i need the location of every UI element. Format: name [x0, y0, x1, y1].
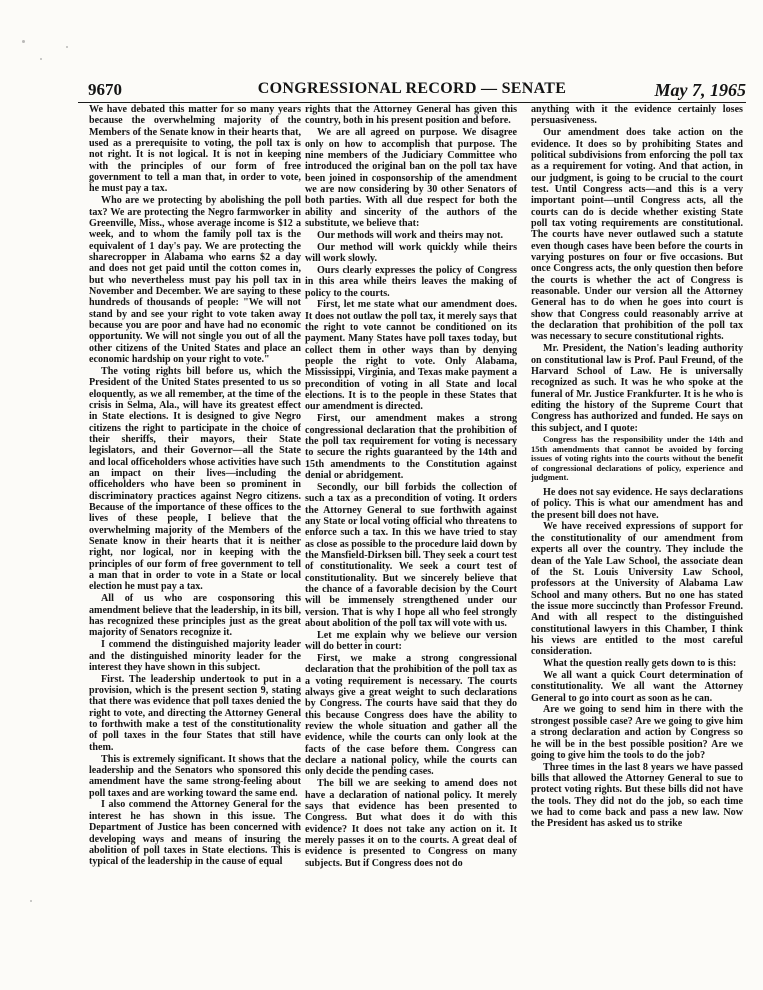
paragraph: Are we going to send him in there with the strongest possible case? Are we going to give him a strong declaration and action by Congress so he will be in the best possible position? Are we going to give him the tools to do the job? — [531, 704, 743, 761]
paragraph: He does not say evidence. He says declarations of policy. This is what our amendment has and the present bill does not have. — [531, 486, 743, 521]
text-column-2 — [305, 104, 517, 979]
publication-title: CONGRESSIONAL RECORD — SENATE — [257, 80, 567, 97]
paragraph: Let me explain why we believe our version will do better in court: — [305, 629, 517, 653]
paragraph: rights that the Attorney General has given this country, both in his present position and before. — [305, 104, 517, 127]
paragraph: First, we make a strong congressional declaration that the prohibition of the poll tax as a voting requirement is necessary. The courts always give a great weight to such declarations by Congress. The courts have said that they do this because Congress does have the ability to review the whole situation and gather all the evidence, while the courts can only look at the facts of the case before them. Congress can declare a national policy, while the courts can only decide the pending cases. — [305, 653, 517, 778]
paragraph: Ours clearly expresses the policy of Congress in this area while theirs leaves the making of policy to the courts. — [305, 264, 517, 299]
paragraph: First, let me state what our amendment does. It does not outlaw the poll tax, it merely says that the right to vote cannot be conditioned on its payment. Many States have poll taxes today, but collect them in other ways than by denying people the right to vote. Only Alabama, Mississippi, Virginia, and Texas make payment a precondition of voting in all State and local elections. It is to the people in these States that our amendment is directed. — [305, 299, 517, 413]
paragraph: I commend the distinguished majority leader and the distinguished minority leader for the interest they have shown in this subject. — [89, 639, 301, 673]
paragraph: All of us who are cosponsoring this amendment believe that the leadership, in its bill, has recognized these principles just as the great majority of Senators recognize it. — [89, 593, 301, 639]
paragraph: Secondly, our bill forbids the collection of such a tax as a precondition of voting. It orders the Attorney General to sue forthwith against any State or local voting official who threatens to enforce such a tax. In this we have tried to stay as close as possible to the procedure laid down by the Mansfield-Dirksen bill. They seek a court test of constitutionality. We seek a court test of constitutionality. But we sincerely believe that the chance of a favorable decision by the Court will be immensely strengthened under our version. That is why I hope all who feel strongly about abolition of the poll tax will vote with us. — [305, 481, 517, 629]
paragraph: Three times in the last 8 years we have passed bills that allowed the Attorney General to sue to protect voting rights. But these bills did not have the tools. They did not do the job, so each time we had to come back and pass a new law. Now the President has asked us to strike — [531, 761, 743, 830]
paragraph: First. The leadership undertook to put in a provision, which is the present section 9, stating that there was evidence that poll taxes denied the right to vote, and directing the Attorney General to forthwith make a test of the constitutionality of poll taxes in the four States that still have them. — [89, 673, 301, 753]
paragraph: What the question really gets down to is this: — [543, 658, 737, 670]
paragraph: First, our amendment makes a strong congressional declaration that the prohibition of the poll tax requirement for voting is necessary to secure the rights guaranteed by the 14th and 15th amendments to the Constitution against denial or abridgement. — [305, 413, 517, 481]
paragraph: We have debated this matter for so many years because the overwhelming majority of the Members of the Senate know in their hearts that, used as a prerequisite to voting, the poll tax is not right. It is not logical. It is not in keeping with the principles of our form of free government to tell a man that, in order to vote, he must pay a tax. — [89, 104, 301, 195]
paragraph: Our methods will work and theirs may not. — [317, 229, 503, 241]
paragraph: Who are we protecting by abolishing the poll tax? We are protecting the Negro farmworker in Greenville, Miss., whose average income is $12 a week, and to whom the family poll tax is the equivalent of 1 day's pay. We are protecting the sharecropper in Alabama who earns $2 a day and does not get paid until the cotton comes in, but who nevertheless must pay his poll tax in November and December. We are saying to these hundreds of thousands of people: "We will not stand by and see your right to vote taken away because you are poor and have had no economic opportunity. We will not single you out of all the other citizens of the United States and place an economic hardship on your right to vote." — [89, 195, 301, 366]
paragraph: anything with it the evidence certainly loses persuasiveness. — [531, 104, 743, 127]
scan-speck — [22, 40, 25, 43]
paragraph: Our method will work quickly while theirs will work slowly. — [305, 241, 517, 264]
text-column-1 — [89, 104, 301, 979]
scan-speck — [40, 58, 42, 60]
paragraph: We all want a quick Court determination of constitutionality. We all want the Attorney General to go into court as soon as he can. — [531, 669, 743, 704]
paragraph: Mr. President, the Nation's leading authority on constitutional law is Prof. Paul Freund, of the Harvard School of Law. He is universally recognized as such. It was he who spoke at the funeral of Mr. Justice Frankfurter. It is he who is editing the history of the Supreme Court that Congress has authorized and funded. He says on this subject, and I quote: — [531, 343, 743, 434]
scan-speck — [30, 900, 32, 902]
text-column-3 — [531, 104, 743, 979]
paragraph: The voting rights bill before us, which the President of the United States presented to us so eloquently, as we all remember, at the time of the crisis in Selma, Ala., will have its greatest effect in State elections. It is designed to give Negro citizens the right to participate in the choice of their sheriffs, their mayors, their State legislators, and their Governor—all the State and local officeholders whose activities have such an impact on their lives—including the officeholders who have been so prominent in discriminatory practices against Negro citizens. Because of the importance of these offices to the lives of these people, I believe that the overwhelming majority of the Members of the Senate know in their hearts that it is neither right, nor logical, nor in keeping with the principles of our form of free government to tell a man that in order to vote in a State or local election he must pay a tax. — [89, 365, 301, 593]
page-number: 9670 — [88, 80, 122, 99]
page-header — [78, 80, 746, 103]
paragraph: We are all agreed on purpose. We disagree only on how to accomplish that purpose. The nine members of the Judiciary Committee who introduced the original ban on the poll tax have been joined in cosponsorship of the amendment we are now considering by 30 other Senators of both parties. With all due respect for both the ability and sincerity of the authors of the substitute, we believe that: — [305, 127, 517, 229]
paragraph: We have received expressions of support for the constitutionality of our amendment from experts all over the country. They include the dean of the Yale Law School, the associate dean of the St. Louis University Law School, professors at the University of Alabama Law School and many others. But no one has stated the issue more succinctly than Professor Freund. And with all respect to the distinguished constitutional lawyers in this Chamber, I think his views are entitled to the most careful consideration. — [531, 521, 743, 658]
publication-date: May 7, 1965 — [654, 80, 746, 100]
paragraph: Congress has the responsibility under the 14th and 15th amendments that cannot be avoided by forcing issues of voting rights into the courts without the benefit of congressional declarations of policy, experience and judgment. — [531, 433, 743, 483]
scan-speck — [66, 46, 68, 48]
paragraph: The bill we are seeking to amend does not have a declaration of national policy. It merely says that evidence has been presented to Congress. But what does it do with this evidence? It does not take any action on it. It merely passes it on to the courts. A great deal of evidence is presented to Congress on many subjects. But if Congress does not do — [305, 778, 517, 869]
paragraph: I also commend the Attorney General for the interest he has shown in this issue. The Department of Justice has been concerned with developing ways and means of insuring the abolition of poll taxes in State elections. This is typical of the leadership in the cause of equal — [89, 799, 301, 868]
paragraph: This is extremely significant. It shows that the leadership and the Senators who sponsored this amendment have the same strong-feeling about poll taxes and are working toward the same end. — [89, 753, 301, 799]
paragraph: Our amendment does take action on the evidence. It does so by prohibiting States and political subdivisions from enforcing the poll tax as a requirement for voting. And that action, in our judgment, is going to be crucial to the court test. Until Congress acts—and this is a very important point—until Congress acts, all the courts can do is decide whether existing State poll tax voting requirements are constitutional. The courts have never outlawed such a statute even though cases have been before the courts in varying postures on four or five occasions. But once Congress acts, the only question then before the courts is whether the act of Congress is reasonable. Under our version all the Attorney General has to do when he goes into court is show that Congress could reasonably arrive at the declaration that prohibition of the poll tax was necessary to secure constitutional rights. — [531, 127, 743, 343]
